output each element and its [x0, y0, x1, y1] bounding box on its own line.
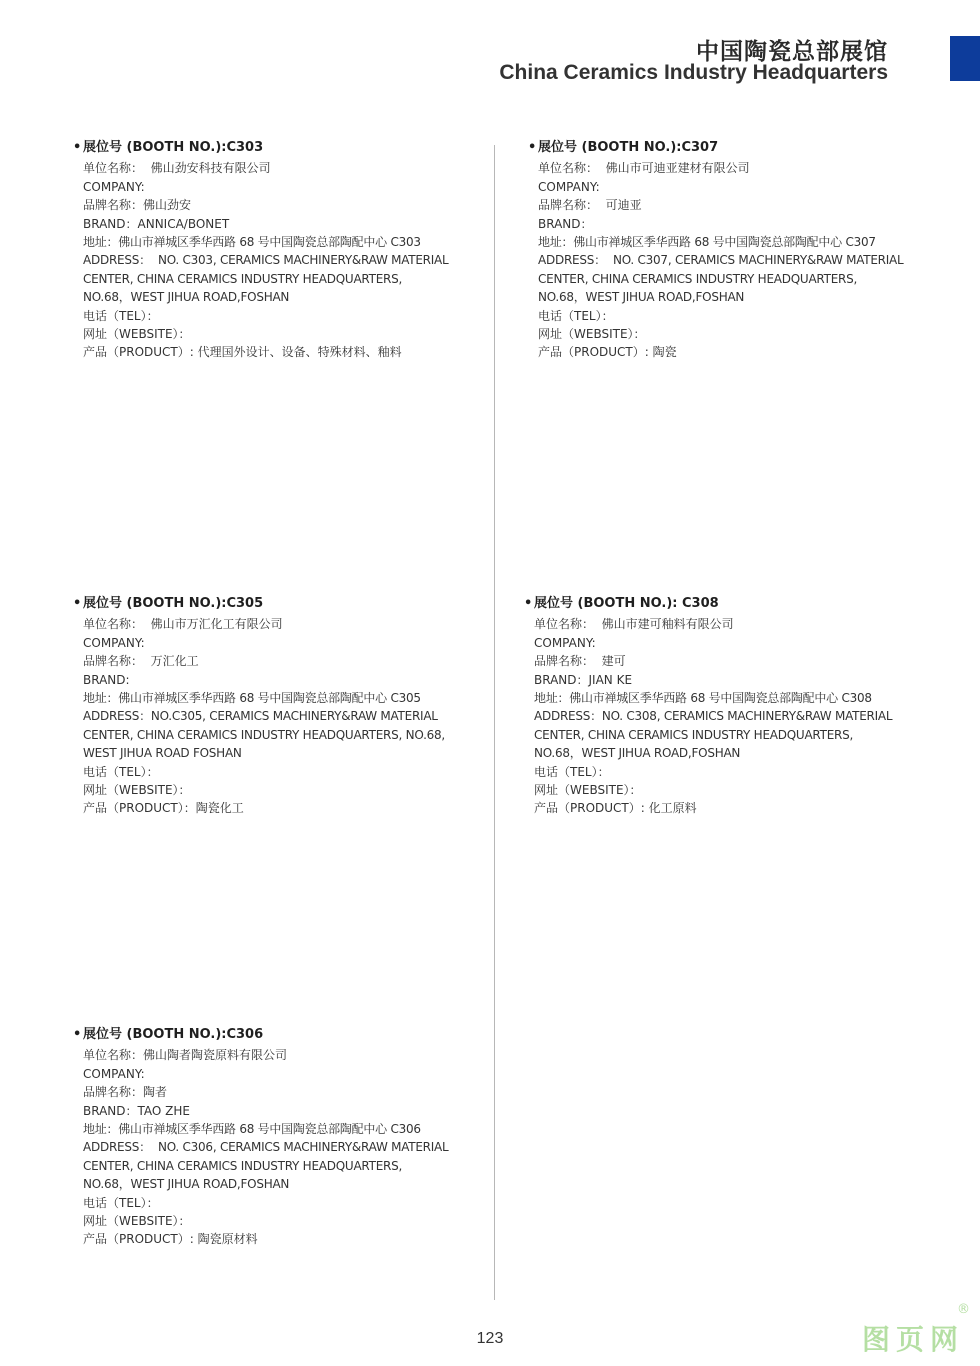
bullet: •: [73, 596, 82, 611]
brand-name-en: BRAND：ANNICA/BONET: [83, 216, 230, 231]
company-name-en: COMPANY:: [83, 1066, 145, 1081]
address-en-line-1: ADDRESS： NO. C303, CERAMICS MACHINERY&RAW MATERIAL: [83, 253, 449, 268]
booth-number-text: 展位号 (BOOTH NO.):C305: [83, 596, 264, 611]
address-en-line-3: WEST JIHUA ROAD FOSHAN: [83, 746, 242, 761]
booth-number: [524, 595, 924, 613]
brand-name-cn: 品牌名称：陶者: [83, 1085, 168, 1100]
page-title-cn: 中国陶瓷总部展馆: [696, 39, 888, 65]
booth-entry-c305: [73, 595, 473, 818]
brand-name-cn: 品牌名称：佛山劲安: [83, 198, 192, 213]
website: 网址（WEBSITE）：: [83, 783, 191, 798]
booth-number: [73, 1026, 473, 1044]
telephone: 电话（TEL）：: [538, 308, 614, 323]
watermark-logo: 图页网: [861, 1323, 964, 1356]
website: 网址（WEBSITE）：: [538, 327, 646, 342]
address-cn: 地址：佛山市禅城区季华西路 68 号中国陶瓷总部陶配中心 C308: [534, 691, 872, 706]
brand-name-en: BRAND:: [83, 672, 130, 687]
address-en-line-2: CENTER, CHINA CERAMICS INDUSTRY HEADQUARTERS,: [534, 727, 854, 742]
booth-entry-c306: [73, 1026, 473, 1249]
address-en-line-2: CENTER, CHINA CERAMICS INDUSTRY HEADQUARTERS, NO.68,: [83, 727, 445, 742]
address-en-line-2: CENTER, CHINA CERAMICS INDUSTRY HEADQUARTERS,: [538, 271, 858, 286]
brand-name-en: BRAND：: [538, 216, 593, 231]
address-en-line-1: ADDRESS： NO. C307, CERAMICS MACHINERY&RAW MATERIAL: [538, 253, 904, 268]
watermark-registered-mark: ®: [957, 1302, 970, 1317]
address-en-line-1: ADDRESS： NO. C306, CERAMICS MACHINERY&RAW MATERIAL: [83, 1140, 449, 1155]
booth-number: [73, 139, 473, 157]
booth-entry-c307: [528, 139, 928, 362]
booth-entry-c303: [73, 139, 473, 362]
product: 产品（PRODUCT）: 陶瓷: [538, 345, 677, 360]
address-en-line-3: NO.68，WEST JIHUA ROAD,FOSHAN: [83, 1177, 290, 1192]
product: 产品（PRODUCT）: 化工原料: [534, 801, 697, 816]
booth-number-text: 展位号 (BOOTH NO.): C308: [534, 596, 719, 611]
address-cn: 地址：佛山市禅城区季华西路 68 号中国陶瓷总部陶配中心 C303: [83, 235, 421, 250]
company-name-cn: 单位名称： 佛山劲安科技有限公司: [83, 161, 271, 176]
address-en-line-2: CENTER, CHINA CERAMICS INDUSTRY HEADQUARTERS,: [83, 271, 403, 286]
company-name-cn: 单位名称：佛山陶者陶瓷原料有限公司: [83, 1048, 288, 1063]
page-number: 123: [476, 1330, 504, 1347]
website: 网址（WEBSITE）：: [534, 783, 642, 798]
product: 产品（PRODUCT）：陶瓷化工: [83, 801, 244, 816]
booth-number-text: 展位号 (BOOTH NO.):C307: [538, 140, 719, 155]
brand-name-cn: 品牌名称： 可迪亚: [538, 198, 642, 213]
telephone: 电话（TEL）：: [534, 764, 610, 779]
company-name-cn: 单位名称： 佛山市可迪亚建材有限公司: [538, 161, 750, 176]
telephone: 电话（TEL）：: [83, 764, 159, 779]
bullet: •: [73, 140, 82, 155]
page-title-en: China Ceramics Industry Headquarters: [499, 61, 888, 84]
section-tab-marker: [950, 36, 980, 81]
company-name-cn: 单位名称： 佛山市建可釉料有限公司: [534, 617, 734, 632]
bullet: •: [73, 1027, 82, 1042]
website: 网址（WEBSITE）：: [83, 327, 191, 342]
company-name-cn: 单位名称： 佛山市万汇化工有限公司: [83, 617, 283, 632]
address-cn: 地址：佛山市禅城区季华西路 68 号中国陶瓷总部陶配中心 C307: [538, 235, 876, 250]
address-en-line-3: NO.68，WEST JIHUA ROAD,FOSHAN: [534, 746, 741, 761]
website: 网址（WEBSITE）：: [83, 1214, 191, 1229]
booth-number: [528, 139, 928, 157]
brand-name-cn: 品牌名称： 万汇化工: [83, 654, 199, 669]
address-en-line-1: ADDRESS：NO. C308, CERAMICS MACHINERY&RAW MATERIAL: [534, 709, 893, 724]
column-divider: [494, 145, 495, 1300]
booth-number: [73, 595, 473, 613]
product: 产品（PRODUCT）: 代理国外设计、设备、特殊材料、釉料: [83, 345, 402, 360]
brand-name-en: BRAND：JIAN KE: [534, 672, 633, 687]
address-en-line-1: ADDRESS：NO.C305, CERAMICS MACHINERY&RAW MATERIAL: [83, 709, 438, 724]
address-cn: 地址：佛山市禅城区季华西路 68 号中国陶瓷总部陶配中心 C305: [83, 691, 421, 706]
brand-name-cn: 品牌名称： 建可: [534, 654, 626, 669]
company-name-en: COMPANY:: [538, 179, 600, 194]
booth-entry-c308: [524, 595, 924, 818]
booth-number-text: 展位号 (BOOTH NO.):C303: [83, 140, 264, 155]
bullet: •: [524, 596, 533, 611]
address-en-line-3: NO.68，WEST JIHUA ROAD,FOSHAN: [83, 290, 290, 305]
company-name-en: COMPANY:: [534, 635, 596, 650]
company-name-en: COMPANY:: [83, 179, 145, 194]
company-name-en: COMPANY:: [83, 635, 145, 650]
telephone: 电话（TEL）：: [83, 308, 159, 323]
address-cn: 地址：佛山市禅城区季华西路 68 号中国陶瓷总部陶配中心 C306: [83, 1122, 421, 1137]
brand-name-en: BRAND：TAO ZHE: [83, 1103, 190, 1118]
product: 产品（PRODUCT）: 陶瓷原材料: [83, 1232, 258, 1247]
address-en-line-2: CENTER, CHINA CERAMICS INDUSTRY HEADQUARTERS,: [83, 1158, 403, 1173]
bullet: •: [528, 140, 537, 155]
address-en-line-3: NO.68，WEST JIHUA ROAD,FOSHAN: [538, 290, 745, 305]
booth-number-text: 展位号 (BOOTH NO.):C306: [83, 1027, 264, 1042]
telephone: 电话（TEL）：: [83, 1195, 159, 1210]
